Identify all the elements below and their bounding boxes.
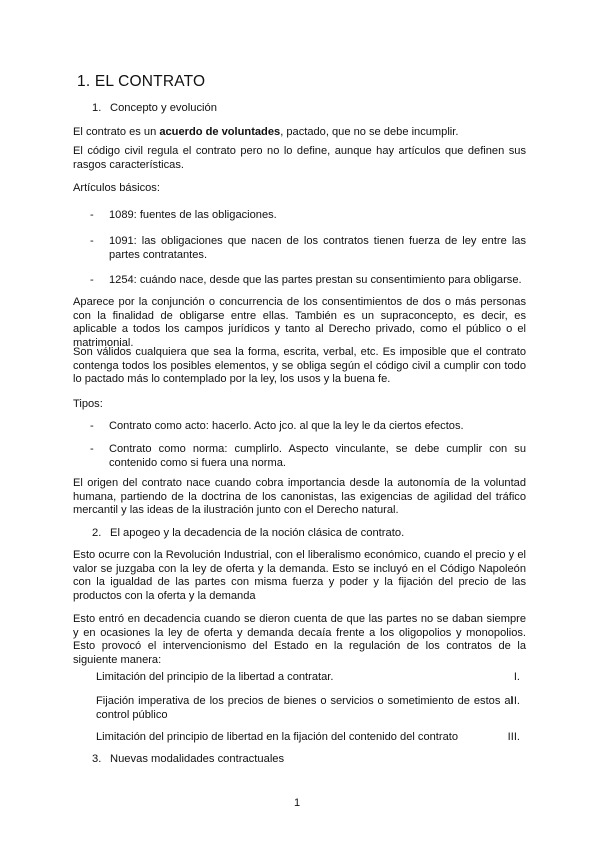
bullet-dash: - (90, 235, 94, 247)
paragraph-codigo: El código civil regula el contrato pero no lo define, aunque hay artículos que definen sus rasgos características. (73, 145, 526, 171)
paragraph-revolucion: Esto ocurre con la Revolución Industrial, con el liberalismo económico, cuando el precio y el valor se juzgaba con la ley de oferta y la demanda. Esto se incluyó en el Código Napoleón con la igualdad de las partes con misma fuerza y poder y la fijación del precio de las productos con la oferta y la demanda (73, 549, 526, 602)
bullet-dash: - (90, 443, 94, 455)
paragraph-origen: El origen del contrato nace cuando cobra importancia desde la autonomía de la voluntad humana, partiendo de la doctrina de los canonistas, las exigencias de agilidad del tráfico mercantil y las ideas de la ilustración junto con el Derecho natural. (73, 477, 526, 517)
paragraph-aparece: Aparece por la conjunción o concurrencia de los consentimientos de dos o más personas con la finalidad de obligarse entre ellas. También es un supraconcepto, es decir, es aplicable a todos los campos jurídicos y tanto al Derecho privado, como el público o el matrimonial. (73, 296, 526, 349)
section-number: 1. (92, 102, 102, 114)
section-title: Concepto y evolución (110, 102, 217, 114)
bullet-dash: - (90, 209, 94, 221)
roman-numeral: III. (507, 731, 520, 743)
roman-numeral: I. (513, 671, 520, 683)
list-item-text: 1254: cuándo nace, desde que las partes prestan su consentimiento para obligarse. (109, 274, 522, 286)
list-item-text: 1089: fuentes de las obligaciones. (109, 209, 277, 221)
list-item-text: Contrato como acto: hacerlo. Acto jco. al que la ley le da ciertos efectos. (109, 420, 464, 432)
intro-bold-text: acuerdo de voluntades (159, 126, 281, 138)
section-title: Nuevas modalidades contractuales (110, 753, 285, 765)
roman-item-text: Fijación imperativa de los precios de bienes o servicios o sometimiento de estos al control público (96, 695, 513, 721)
roman-numeral: II. (510, 695, 520, 707)
roman-item-text: Limitación del principio de libertad en la fijación del contenido del contrato (96, 731, 459, 743)
section-number: 2. (92, 527, 102, 539)
intro-text: El contrato es un (73, 126, 160, 138)
intro-text-end: , pactado, que no se debe incumplir. (280, 126, 459, 138)
articulos-label: Artículos básicos: (73, 182, 160, 194)
chapter-heading: 1. EL CONTRATO (77, 73, 206, 90)
bullet-dash: - (90, 420, 94, 432)
paragraph-decadencia: Esto entró en decadencia cuando se dieron cuenta de que las partes no se daban siempre y en ocasiones la ley de oferta y demanda decaía frente a los oligopolios y monopolios. Esto provocó el intervencionismo del Estado en la regulación de los contratos de la siguiente manera: (73, 613, 526, 666)
paragraph-intro (73, 126, 526, 140)
bullet-dash: - (90, 274, 94, 286)
paragraph-validos: Son válidos cualquiera que sea la forma, escrita, verbal, etc. Es imposible que el contrato contenga todos los posibles elementos, y se obliga según el código civil a cumplir con todo lo pactado más lo contemplado por la ley, los usos y la buena fe. (73, 346, 526, 386)
list-item-text: Contrato como norma: cumplirlo. Aspecto vinculante, se debe cumplir con su contenido como si fuera una norma. (109, 443, 526, 469)
roman-item-text: Limitación del principio de la libertad a contratar. (96, 671, 334, 683)
tipos-label: Tipos: (73, 398, 103, 410)
section-number: 3. (92, 753, 102, 765)
section-title: El apogeo y la decadencia de la noción clásica de contrato. (110, 527, 405, 539)
list-item-text: 1091: las obligaciones que nacen de los contratos tienen fuerza de ley entre las partes contratantes. (109, 235, 526, 261)
page-number: 1 (294, 797, 301, 809)
